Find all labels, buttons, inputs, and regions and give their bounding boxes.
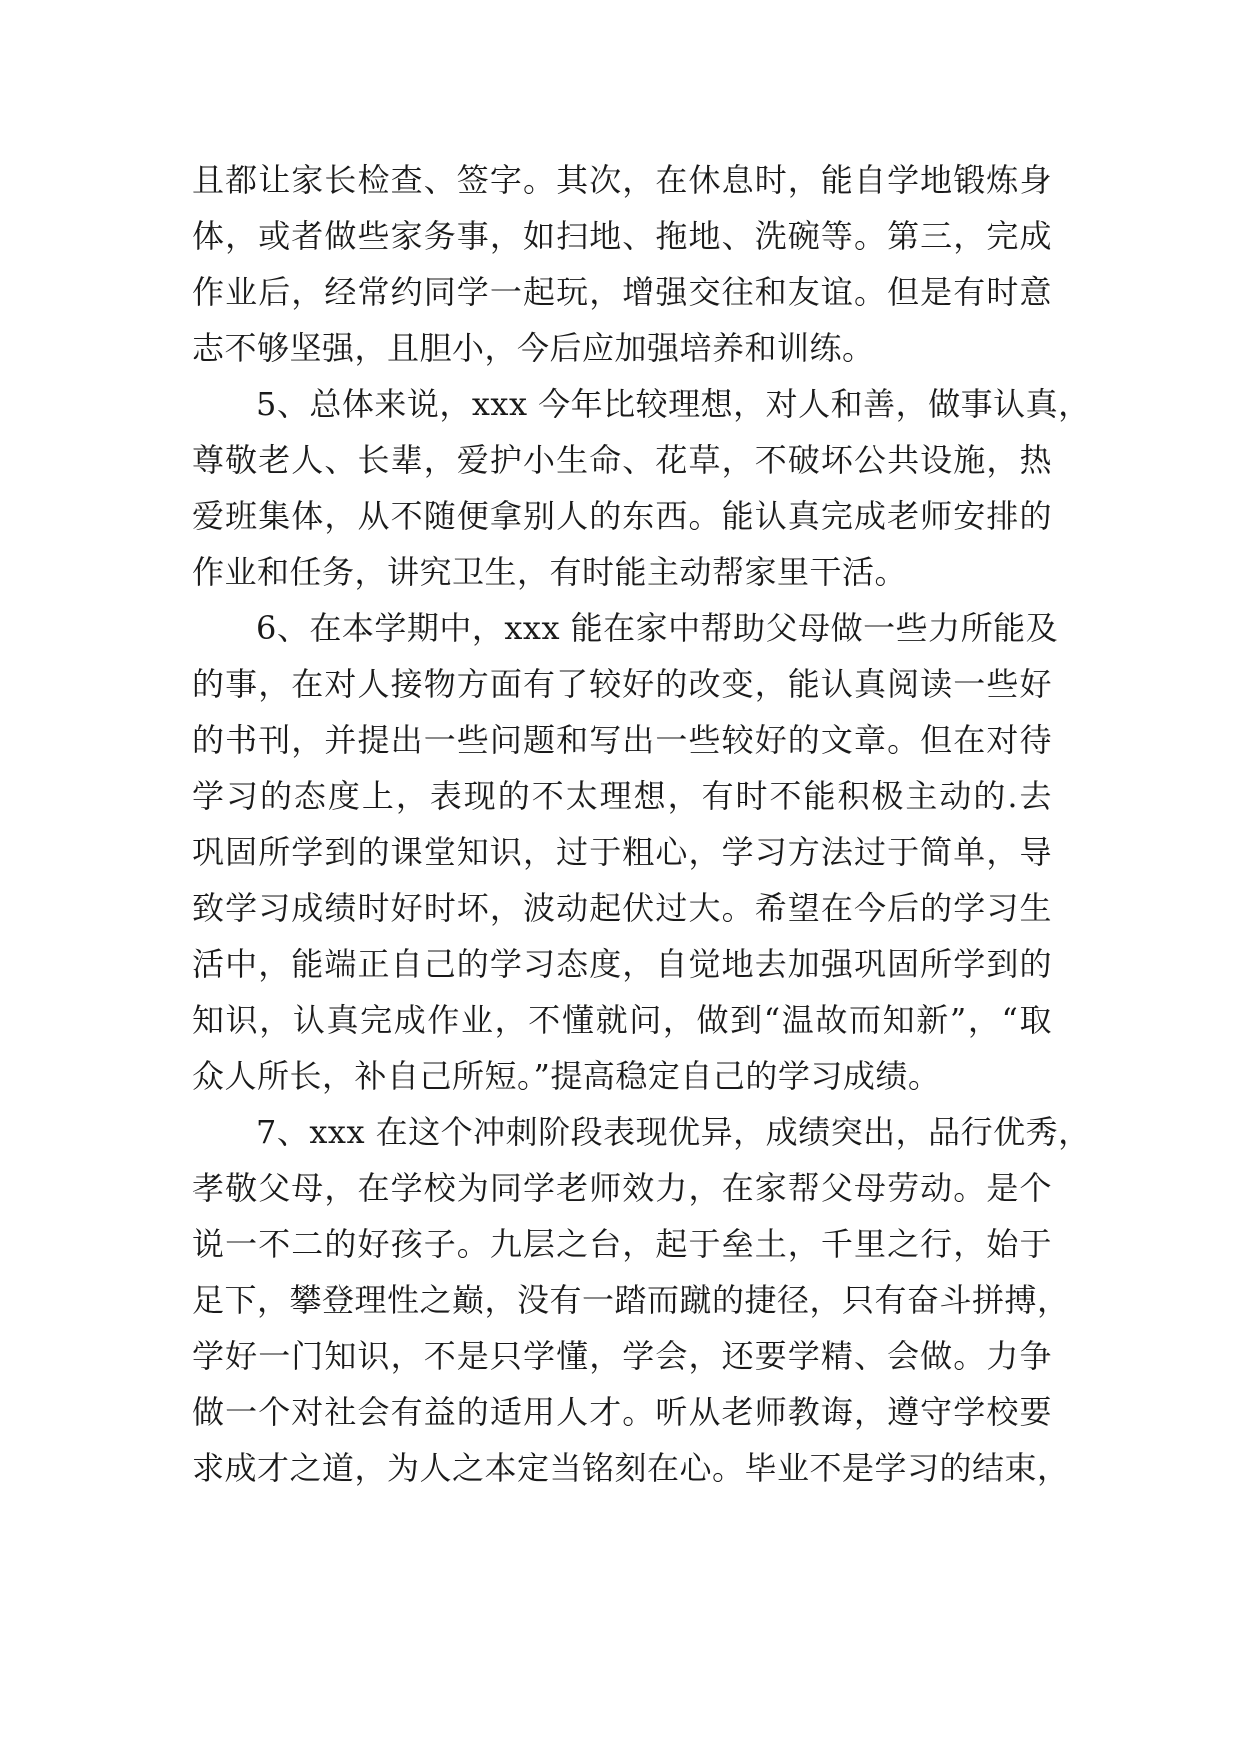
text-line: 的书刊，并提出一些问题和写出一些较好的文章。但在对待: [192, 721, 1052, 759]
text-line: 的事，在对人接物方面有了较好的改变，能认真阅读一些好: [192, 665, 1052, 703]
text-line: 作业和任务，讲究卫生，有时能主动帮家里干活。: [192, 553, 908, 591]
text-line: 做一个对社会有益的适用人才。听从老师教诲，遵守学校要: [192, 1393, 1052, 1431]
text-line: 活中，能端正自己的学习态度，自觉地去加强巩固所学到的: [192, 945, 1052, 983]
text-line: 作业后，经常约同学一起玩，增强交往和友谊。但是有时意: [192, 273, 1052, 311]
text-line: 足下，攀登理性之巅，没有一踏而蹴的捷径，只有奋斗拼搏，: [192, 1281, 1070, 1319]
text-line: 孝敬父母，在学校为同学老师效力，在家帮父母劳动。是个: [192, 1169, 1052, 1207]
text-line: 知识，认真完成作业，不懂就问，做到“温故而知新”，“取: [192, 1001, 1052, 1039]
text-line: 体，或者做些家务事，如扫地、拖地、洗碗等。第三，完成: [192, 217, 1052, 255]
paragraph-5-start: 5、总体来说，xxx 今年比较理想，对人和善，做事认真，: [256, 385, 1091, 423]
text-line: 爱班集体，从不随便拿别人的东西。能认真完成老师安排的: [192, 497, 1052, 535]
text-line: 说一不二的好孩子。九层之台，起于垒土，千里之行，始于: [192, 1225, 1052, 1263]
text-line: 尊敬老人、长辈，爱护小生命、花草，不破坏公共设施，热: [192, 441, 1052, 479]
paragraph-7-start: 7、xxx 在这个冲刺阶段表现优异，成绩突出，品行优秀，: [256, 1113, 1091, 1151]
text-line: 求成才之道，为人之本定当铭刻在心。毕业不是学习的结束，: [192, 1449, 1070, 1487]
text-line: 巩固所学到的课堂知识，过于粗心，学习方法过于简单，导: [192, 833, 1052, 871]
text-line: 且都让家长检查、签字。其次，在休息时，能自学地锻炼身: [192, 161, 1052, 199]
text-line: 致学习成绩时好时坏，波动起伏过大。希望在今后的学习生: [192, 889, 1052, 927]
text-line: 学好一门知识，不是只学懂，学会，还要学精、会做。力争: [192, 1337, 1052, 1375]
text-line: 众人所长，补自己所短。”提高稳定自己的学习成绩。: [192, 1057, 941, 1095]
text-line: 志不够坚强，且胆小，今后应加强培养和训练。: [192, 329, 875, 367]
text-line: 学习的态度上，表现的不太理想，有时不能积极主动的.去: [192, 777, 1052, 815]
paragraph-6-start: 6、在本学期中，xxx 能在家中帮助父母做一些力所能及: [256, 609, 1059, 647]
body-text: [192, 152, 1091, 1496]
